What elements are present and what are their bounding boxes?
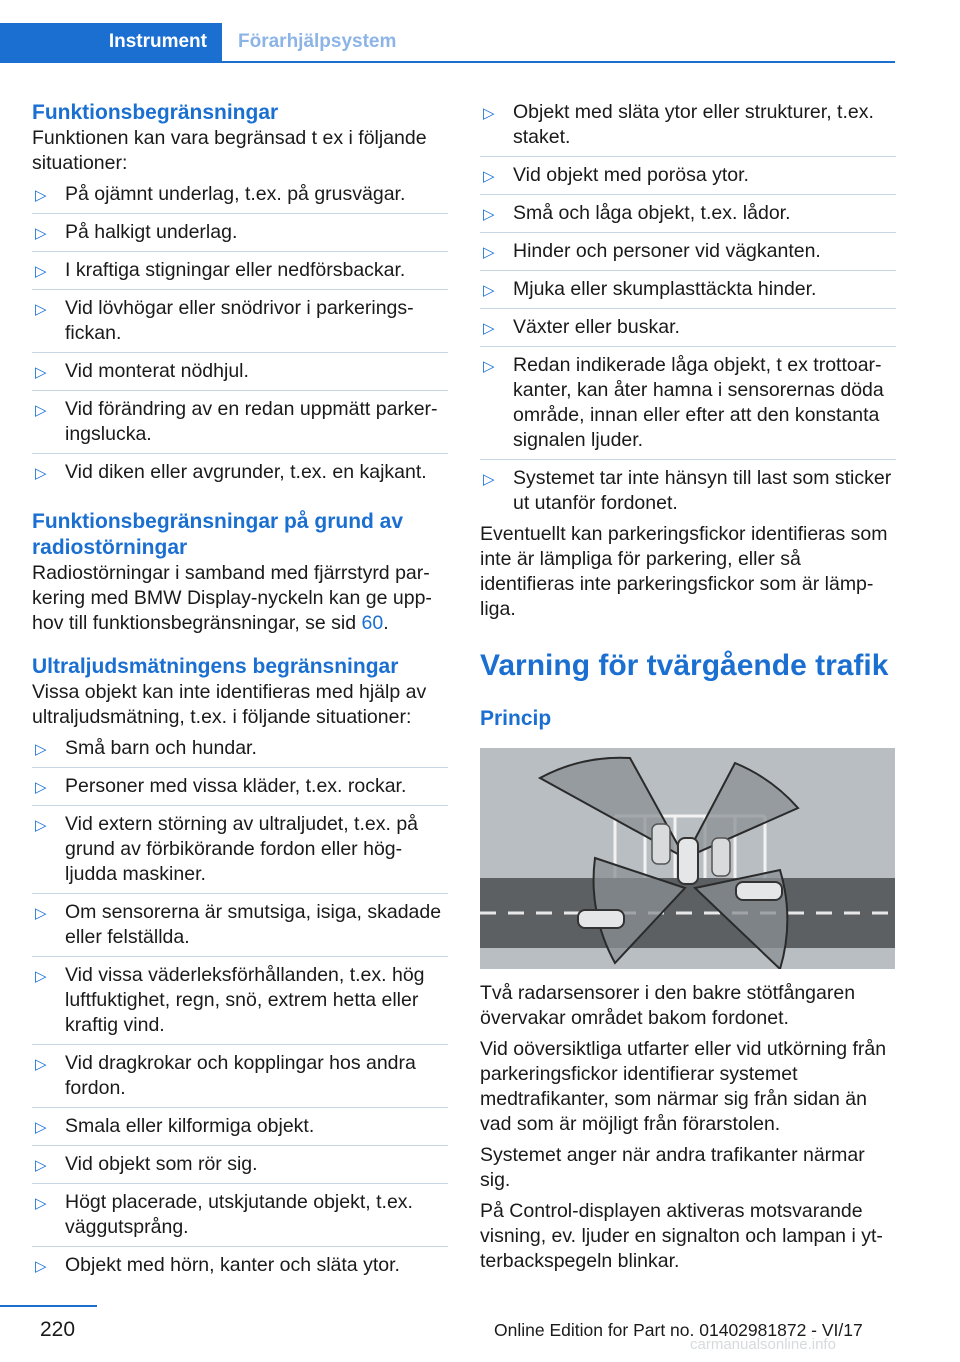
radio-interference-text: Radiostörningar i samband med fjärrstyrd par‐kering med BMW Display-nyckeln kan ge upp‐hov till funktionsbegränsningar, se sid 60. (32, 562, 432, 634)
footer-divider (0, 1305, 97, 1307)
display-text: På Control-displayen aktiveras motsvarande visning, ev. ljuder en signalton och lampan i yt‐terbackspegeln blinkar. (480, 1200, 883, 1272)
cross-traffic-illustration (480, 748, 895, 969)
list-item: ▷ Objekt med hörn, kanter och släta ytor. (32, 1247, 448, 1284)
tab-instrument[interactable]: Instrument (0, 23, 222, 61)
section-intro: Funktionen kan vara begränsad t ex i följande situationer: (32, 127, 427, 174)
section-title-ultraljud: Ultraljudsmätningens begränsningar (32, 655, 399, 678)
triangle-bullet-icon: ▷ (483, 168, 495, 185)
list-item: ▷ Smala eller kilformiga objekt. (32, 1108, 448, 1146)
left-column (32, 100, 448, 1284)
triangle-bullet-icon: ▷ (483, 282, 495, 299)
list-item: ▷ Hinder och personer vid vägkanten. (480, 233, 896, 271)
triangle-bullet-icon: ▷ (35, 741, 47, 758)
tab-forarhjalpsystem[interactable]: Förarhjälpsystem (238, 31, 397, 52)
list-item: ▷ Högt placerade, utskjutande objekt, t.ex. väggutsprång. (32, 1184, 448, 1247)
watermark: carmanualsonline.info (690, 1336, 836, 1353)
right-column (480, 100, 896, 1274)
ultrasound-list (32, 730, 448, 1284)
list-item: ▷ Vid förändring av en redan uppmätt parker‐ingslucka. (32, 391, 448, 454)
ultrasound-list-continued (480, 94, 896, 522)
section-title-cross-traffic: Varning för tvärgående trafik (480, 649, 889, 682)
list-item: ▷ Växter eller buskar. (480, 309, 896, 347)
list-item: ▷ Vid extern störning av ultraljudet, t.ex. på grund av förbikörande fordon eller hög‐ljudda maskiner. (32, 806, 448, 894)
radar-sensors-text: Två radarsensorer i den bakre stötfångaren övervakar området bakom fordonet. (480, 982, 856, 1029)
list-item: ▷ Vid monterat nödhjul. (32, 353, 448, 391)
parking-space-note: Eventuellt kan parkeringsfickor identifieras som inte är lämpliga för parkering, eller så identifieras inte parkeringsfickor som är lämp‐liga. (480, 523, 888, 620)
subsection-title-princip: Princip (480, 707, 552, 730)
list-item: ▷ Vid vissa väderleksförhållanden, t.ex. hög luftfuktighet, regn, snö, extrem hetta eller kraftig vind. (32, 957, 448, 1045)
list-item: ▷ På ojämnt underlag, t.ex. på grusvägar. (32, 176, 448, 214)
list-item: ▷ Systemet tar inte hänsyn till last som sticker ut utanför fordonet. (483, 467, 892, 514)
list-item: ▷ Vid lövhögar eller snödrivor i parkerings‐fickan. (32, 290, 448, 353)
triangle-bullet-icon: ▷ (483, 358, 495, 375)
triangle-bullet-icon: ▷ (35, 817, 47, 834)
section-title-funktionsbegransningar: Funktionsbegränsningar (32, 101, 279, 124)
list-item: ▷ Om sensorerna är smutsiga, isiga, skadade eller felställda. (32, 894, 448, 957)
list-item: ▷ Redan indikerade låga objekt, t ex trottoar‐kanter, kan åter hamna i sensorernas döda område, innan eller efter att den konstanta signalen ljuder. (480, 347, 896, 460)
triangle-bullet-icon: ▷ (35, 905, 47, 922)
list-item: ▷ Vid objekt som rör sig. (32, 1146, 448, 1184)
triangle-bullet-icon: ▷ (35, 1157, 47, 1174)
detection-text: Vid oöversiktliga utfarter eller vid utkörning från parkeringsfickor identifierar systemet medtrafikanter, som närmar sig från sidan än vad som är möjligt från förarstolen. (480, 1038, 887, 1135)
list-item: ▷ Mjuka eller skumplasttäckta hinder. (480, 271, 896, 309)
triangle-bullet-icon: ▷ (35, 465, 47, 482)
list-item: ▷ I kraftiga stigningar eller nedförsbackar. (32, 252, 448, 290)
triangle-bullet-icon: ▷ (35, 779, 47, 796)
triangle-bullet-icon: ▷ (35, 1195, 47, 1212)
header-bar (0, 23, 895, 63)
triangle-bullet-icon: ▷ (35, 187, 47, 204)
indication-text: Systemet anger när andra trafikanter närmar sig. (480, 1144, 865, 1191)
section-intro: Vissa objekt kan inte identifieras med hjälp av ultraljudsmätning, t.ex. i följande situationer: (32, 681, 427, 728)
triangle-bullet-icon: ▷ (35, 225, 47, 242)
triangle-bullet-icon: ▷ (35, 402, 47, 419)
list-item: ▷ Objekt med släta ytor eller strukturer, t.ex. staket. (480, 94, 896, 157)
triangle-bullet-icon: ▷ (483, 244, 495, 261)
section-title-radiostorningar: Funktionsbegränsningar på grund av radiostörningar (32, 510, 404, 559)
list-item: ▷ Vid objekt med porösa ytor. (480, 157, 896, 195)
list-item: ▷ Vid dragkrokar och kopplingar hos andra fordon. (32, 1045, 448, 1108)
list-item: ▷ Små och låga objekt, t.ex. lådor. (480, 195, 896, 233)
triangle-bullet-icon: ▷ (483, 320, 495, 337)
list-item: ▷ Vid diken eller avgrunder, t.ex. en kajkant. (32, 454, 448, 491)
triangle-bullet-icon: ▷ (35, 1056, 47, 1073)
list-item: ▷ På halkigt underlag. (32, 214, 448, 252)
edition-footer: Online Edition for Part no. 01402981872 - VI/17 (494, 1320, 863, 1340)
triangle-bullet-icon: ▷ (35, 263, 47, 280)
page-number: 220 (40, 1318, 76, 1341)
triangle-bullet-icon: ▷ (35, 301, 47, 318)
triangle-bullet-icon: ▷ (35, 968, 47, 985)
triangle-bullet-icon: ▷ (35, 1258, 47, 1275)
list-item: ▷ Små barn och hundar. (32, 730, 448, 768)
list-item: ▷ Personer med vissa kläder, t.ex. rockar. (32, 768, 448, 806)
triangle-bullet-icon: ▷ (483, 105, 495, 122)
triangle-bullet-icon: ▷ (35, 364, 47, 381)
limitations-list (32, 176, 448, 491)
triangle-bullet-icon: ▷ (483, 471, 495, 488)
triangle-bullet-icon: ▷ (483, 206, 495, 223)
triangle-bullet-icon: ▷ (35, 1119, 47, 1136)
page-reference-link[interactable]: 60 (361, 612, 384, 634)
